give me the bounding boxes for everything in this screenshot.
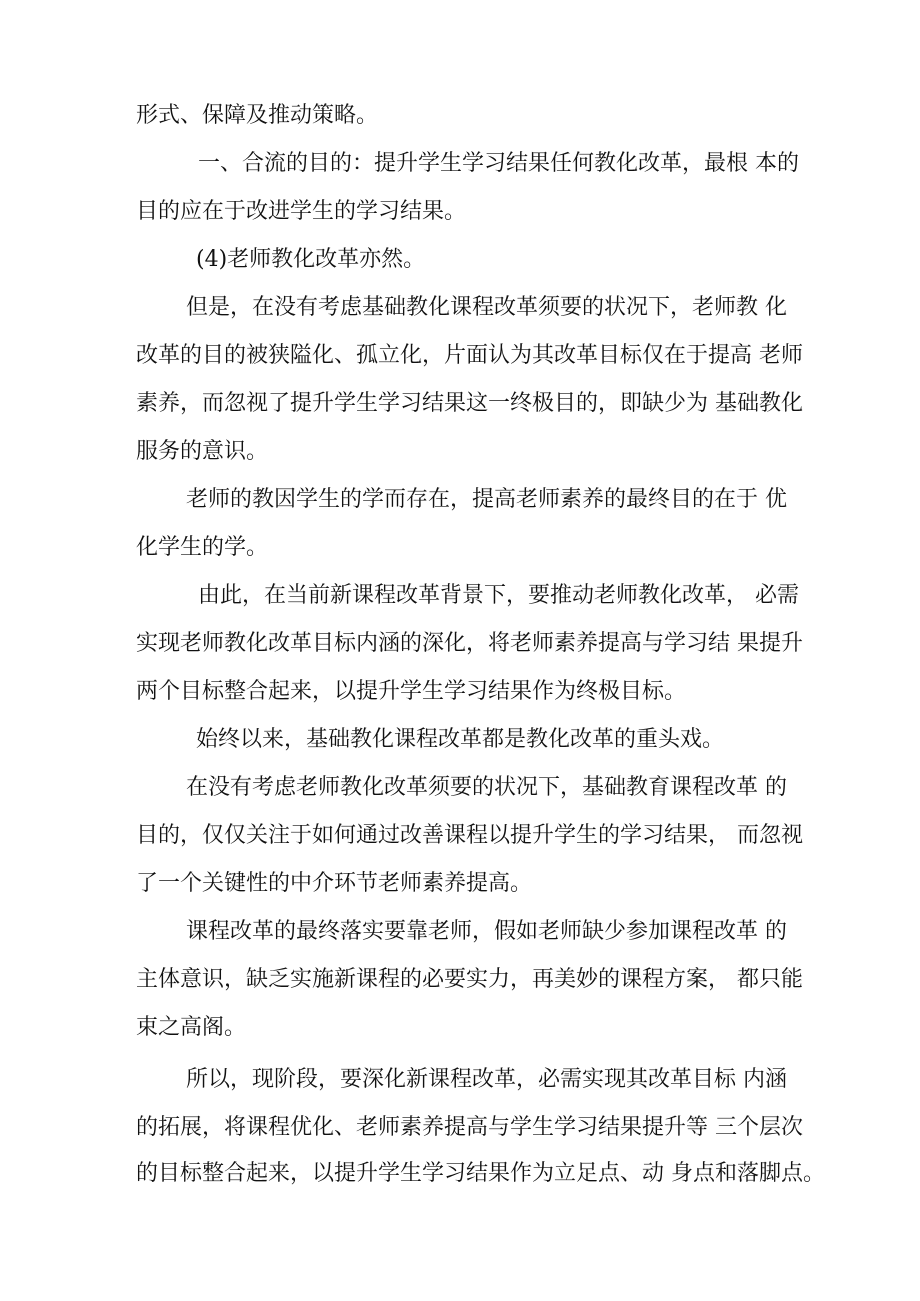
text-line: 的拓展，将课程优化、老师素养提高与学生学习结果提升等 三个层次 bbox=[136, 1115, 803, 1140]
text-line: 了一个关键性的中介环节老师素养提高。 bbox=[136, 871, 533, 896]
text-line: 实现老师教化改革目标内涵的深化，将老师素养提高与学习结 果提升 bbox=[136, 631, 803, 656]
text-line: 素养，而忽视了提升学生学习结果这一终极目的，即缺少为 基础教化 bbox=[136, 391, 803, 416]
text-line: (4)老师教化改革亦然。 bbox=[196, 247, 426, 272]
text-line: 两个目标整合起来，以提升学生学习结果作为终极目标。 bbox=[136, 679, 687, 704]
text-line: 目的应在于改进学生的学习结果。 bbox=[136, 199, 467, 224]
text-line: 所以，现阶段，要深化新课程改革，必需实现其改革目标 内涵 bbox=[186, 1067, 787, 1092]
text-line: 目的，仅仅关注于如何通过改善课程以提升学生的学习结果， 而忽视 bbox=[136, 823, 803, 848]
text-line: 改革的目的被狭隘化、孤立化，片面认为其改革目标仅在于提高 老师 bbox=[136, 343, 803, 368]
text-line: 由此，在当前新课程改革背景下，要推动老师教化改革， 必需 bbox=[198, 583, 799, 608]
text-line: 主体意识，缺乏实施新课程的必要实力，再美妙的课程方案， 都只能 bbox=[136, 967, 803, 992]
text-line: 老师的教因学生的学而存在，提高老师素养的最终目的在于 优 bbox=[186, 487, 787, 512]
text-line: 但是，在没有考虑基础教化课程改革须要的状况下，老师教 化 bbox=[186, 295, 787, 320]
text-line: 服务的意识。 bbox=[136, 439, 269, 464]
text-line: 一、合流的目的：提升学生学习结果任何教化改革，最根 本的 bbox=[198, 151, 799, 176]
text-line: 化学生的学。 bbox=[136, 535, 269, 560]
text-line: 课程改革的最终落实要靠老师，假如老师缺少参加课程改革 的 bbox=[186, 919, 787, 944]
text-line: 在没有考虑老师教化改革须要的状况下，基础教育课程改革 的 bbox=[186, 775, 787, 800]
text-line: 束之高阁。 bbox=[136, 1015, 247, 1040]
text-line: 的目标整合起来，以提升学生学习结果作为立足点、动 身点和落脚点。 bbox=[136, 1161, 825, 1186]
text-line: 始终以来，基础教化课程改革都是教化改革的重头戏。 bbox=[196, 727, 725, 752]
text-line: 形式、保障及推动策略。 bbox=[136, 103, 379, 128]
